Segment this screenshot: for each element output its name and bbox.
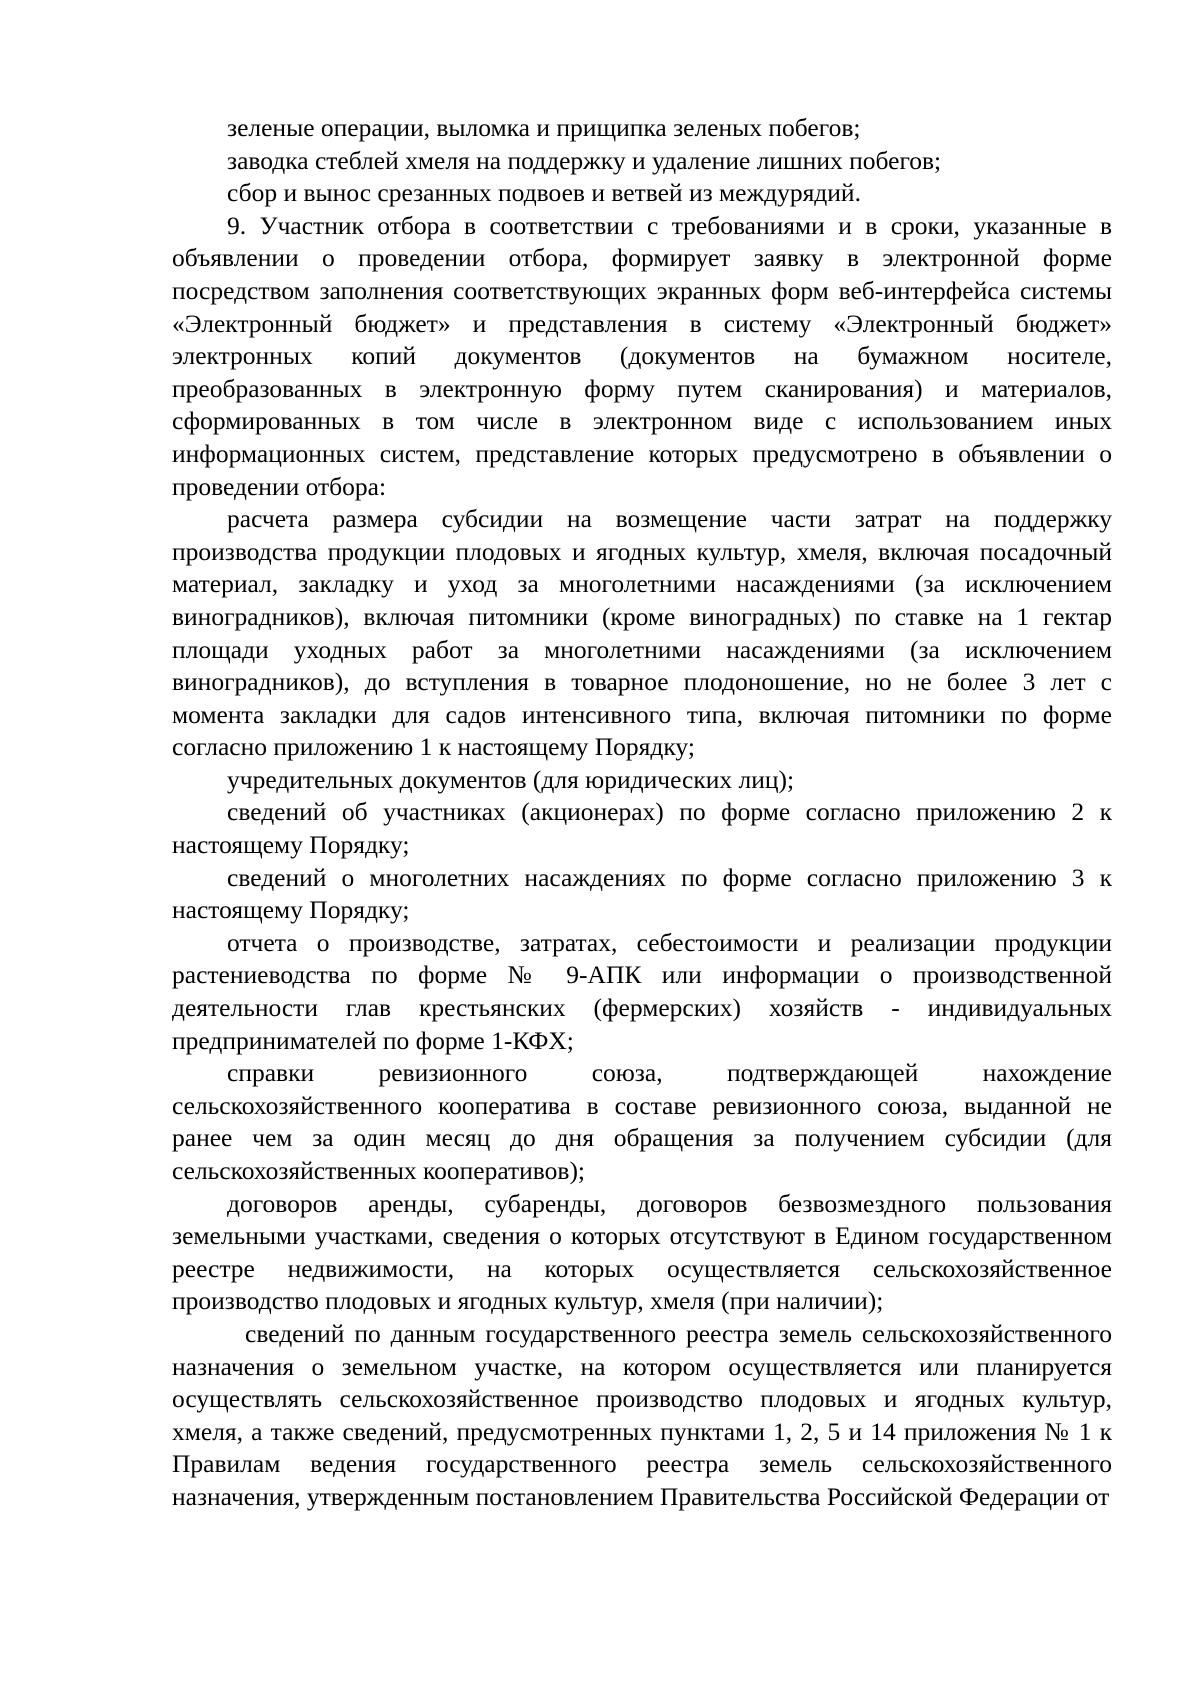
paragraph-perennial-plantings: сведений о многолетних насаждениях по форме согласно приложению 3 к настоящему Порядку;	[172, 862, 1112, 925]
paragraph-green-operations: зеленые операции, выломка и прищипка зеленых побегов;	[227, 113, 861, 142]
paragraph-land-registry: сведений по данным государственного реестра земель сельскохозяйственного назначения о земельном участке, на котором осуществляется или планируется осуществлять сельскохозяйственное производство плодовых и ягодных культур, хмеля, а также сведений, предусмотренных пунктами 1, 2, 5 и 14 приложения № 1 к Правилам ведения государственного реестра земель сельскохозяйственного назначения, утвержденным постановлением Правительства Российской Федерации от	[172, 1318, 1112, 1511]
paragraph-production-report: отчета о производстве, затратах, себестоимости и реализации продукции растениеводства по форме № 9-АПК или информации о производственной деятельности глав крестьянских (фермерских) хозяйств - индивидуальных предпринимателей по форме 1-КФХ;	[172, 927, 1112, 1055]
paragraph-shareholders: сведений об участниках (акционерах) по форме согласно приложению 2 к настоящему Порядку;	[172, 797, 1112, 860]
document-page	[172, 112, 1112, 1514]
paragraph-subsidy-calculation: расчета размера субсидии на возмещение части затрат на поддержку производства продукции плодовых и ягодных культур, хмеля, включая посадочный материал, закладку и уход за многолетними насаждениями (за исключением виноградников), включая питомники (кроме виноградных) по ставке на 1 гектар площади уходных работ за многолетними насаждениями (за исключением виноградников), до вступления в товарное плодоношение, но не более 3 лет с момента закладки для садов интенсивного типа, включая питомники по форме согласно приложению 1 к настоящему Порядку;	[172, 504, 1112, 762]
paragraph-item-9: 9. Участник отбора в соответствии с требованиями и в сроки, указанные в объявлении о проведении отбора, формирует заявку в электронной форме посредством заполнения соответствующих экранных форм веб-интерфейса системы «Электронный бюджет» и представления в систему «Электронный бюджет» электронных копий документов (документов на бумажном носителе, преобразованных в электронную форму путем сканирования) и материалов, сформированных в том числе в электронном виде с использованием иных информационных систем, представление которых предусмотрено в объявлении о проведении отбора:	[172, 210, 1112, 501]
paragraph-audit-union: справки ревизионного союза, подтверждающей нахождение сельскохозяйственного кооператива в составе ревизионного союза, выданной не ранее чем за один месяц до дня обращения за получением субсидии (для сельскохозяйственных кооперативов);	[172, 1058, 1112, 1185]
paragraph-hops-stems: заводка стеблей хмеля на поддержку и удаление лишних побегов;	[227, 145, 942, 175]
paragraph-lease-agreements: договоров аренды, субаренды, договоров безвозмездного пользования земельными участками, сведения о которых отсутствуют в Едином государственном реестре недвижимости, на которых осуществляется сельскохозяйственное производство плодовых и ягодных культур, хмеля (при наличии);	[172, 1188, 1112, 1316]
paragraph-collection: сбор и вынос срезанных подвоев и ветвей из междурядий.	[227, 178, 861, 208]
paragraph-founding-documents: учредительных документов (для юридических лиц);	[227, 764, 795, 794]
